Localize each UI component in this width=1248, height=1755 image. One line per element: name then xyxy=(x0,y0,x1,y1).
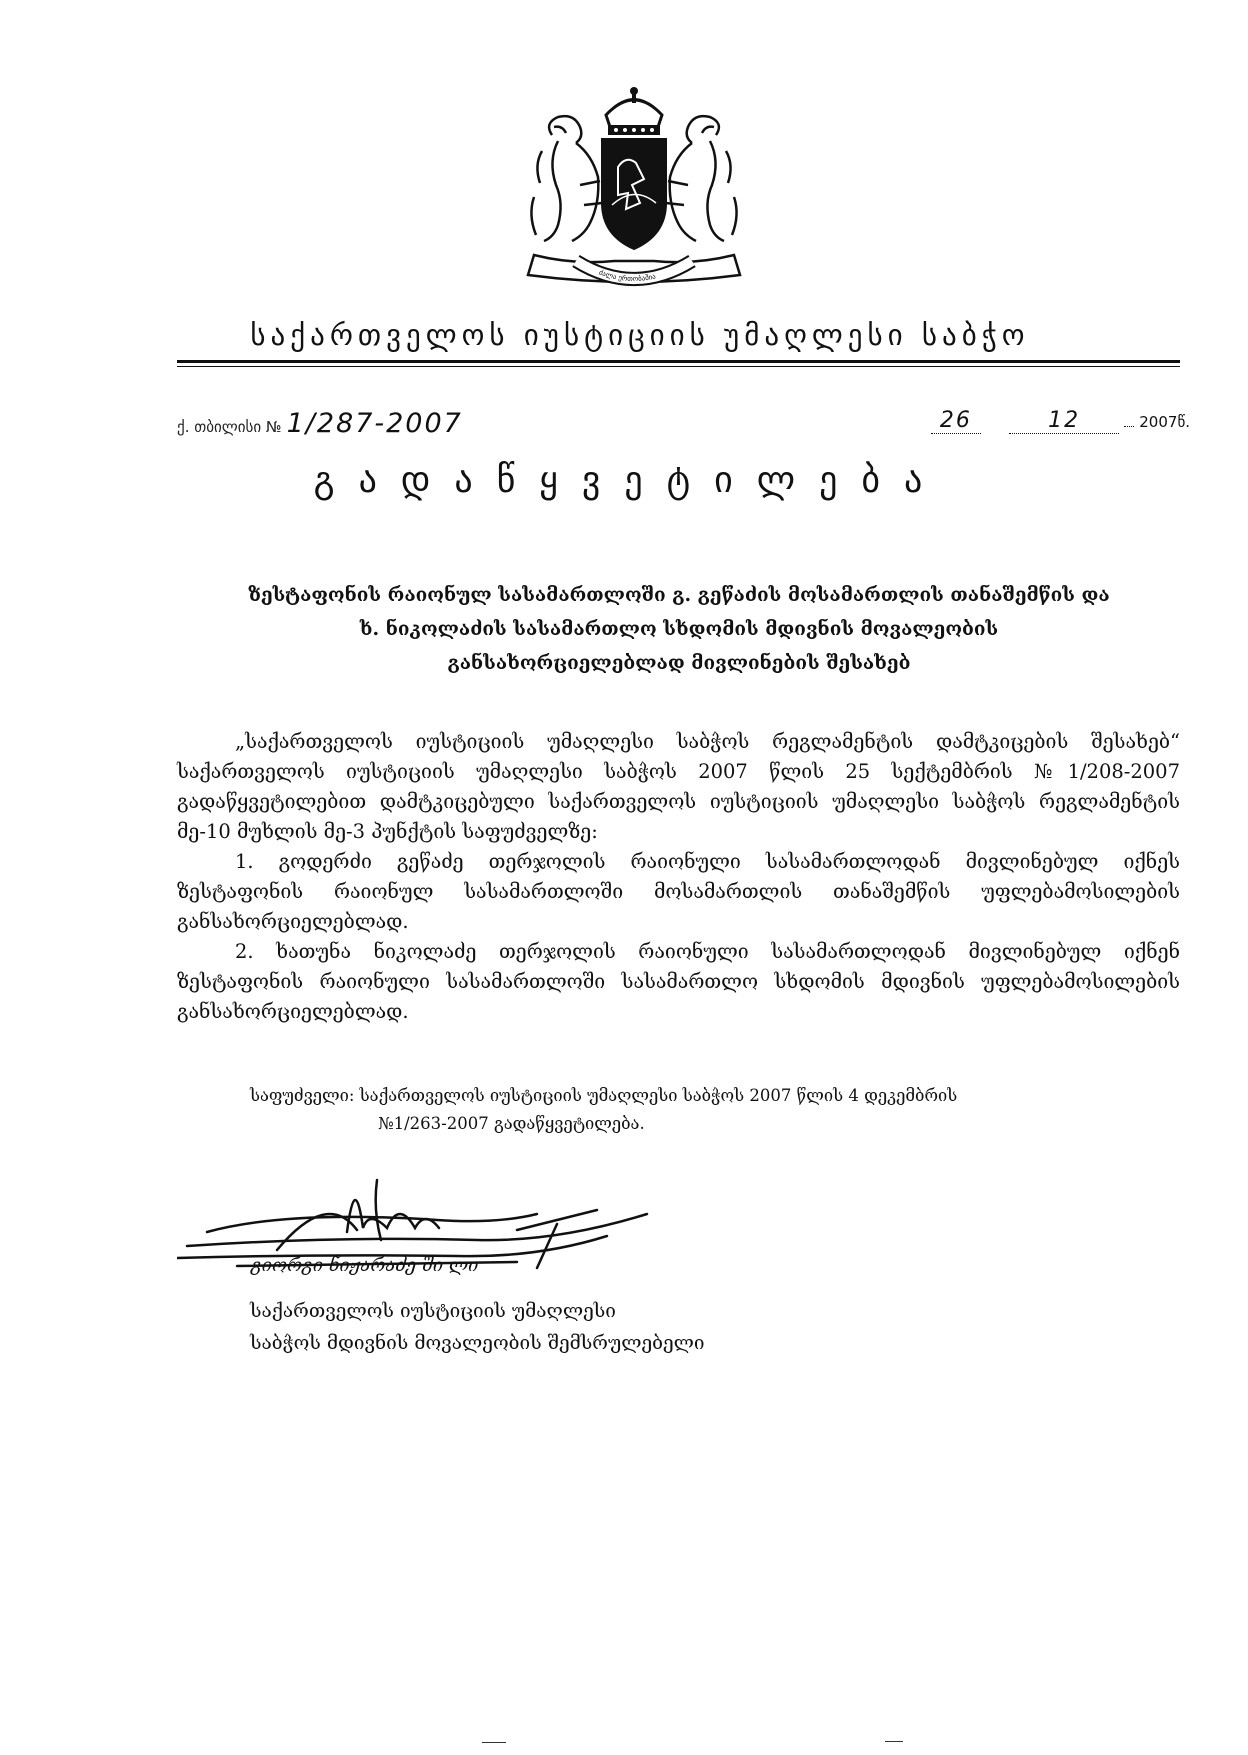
subject-line-2: ხ. ნიკოლაძის სასამართლო სხდომის მდივნის მოვალეობის xyxy=(359,618,999,640)
basis-reference: №1/263-2007 გადაწყვეტილება. xyxy=(378,1114,645,1133)
document-number: 1/287-2007 xyxy=(286,408,463,439)
date-year-suffix: წ. xyxy=(1177,413,1190,431)
header-divider-thin xyxy=(177,366,1180,367)
coat-of-arms-emblem xyxy=(514,85,754,300)
place-label: ქ. თბილისი № xyxy=(177,418,282,436)
body-item-1: 1. გოდერძი გეწაძე თერჯოლის რაიონული სასამართლოდან მივლინებულ იქნეს ზესტაფონის რაიონულ სასამართლოში მოსამართლის თანაშემწის უფლებამოსილების განსახორციელებლად. xyxy=(177,850,1180,933)
right-lion-icon xyxy=(666,116,737,241)
subject-line-1: ზესტაფონის რაიონულ სასამართლოში გ. გეწაძის მოსამართლის თანაშემწის და xyxy=(248,584,1110,606)
decision-body xyxy=(177,727,1180,1027)
document-title: გადაწყვეტილება xyxy=(313,460,947,501)
date-day: 26 xyxy=(931,408,981,434)
decision-subject xyxy=(190,578,1168,680)
date-month: 12 xyxy=(1009,408,1119,434)
subject-line-3: განსახორციელებლად მივლინების შესახებ xyxy=(447,652,911,674)
decision-basis xyxy=(250,1082,1130,1138)
body-item-2: 2. ხათუნა ნიკოლაძე თერჯოლის რაიონული სასამართლოდან მივლინებულ იქნენ ზესტაფონის რაიონული სასამართლოში სასამართლო სხდომის მდივნის უფლებამოსილების განსახორციელებლად. xyxy=(177,940,1180,1023)
emblem-motto: ძალა ერთობაშია xyxy=(597,268,657,284)
signer-position xyxy=(250,1295,705,1359)
document-date-line xyxy=(860,408,1190,448)
basis-label: საფუძველი: საქართველოს იუსტიციის უმაღლესი საბჭოს 2007 წლის 4 დეკემბრის xyxy=(250,1086,958,1105)
left-lion-icon xyxy=(531,116,602,241)
crown-icon xyxy=(606,87,662,135)
document-number-line xyxy=(177,408,657,448)
signer-position-line-2: საბჭოს მდივნის მოვალეობის შემსრულებელი xyxy=(250,1332,705,1354)
organization-name: საქართველოს იუსტიციის უმაღლესი საბჭო xyxy=(250,318,1030,352)
signer-position-line-1: საქართველოს იუსტიციის უმაღლესი xyxy=(250,1300,616,1322)
body-intro: „საქართველოს იუსტიციის უმაღლესი საბჭოს რეგლამენტის დამტკიცების შესახებ“ საქართველოს იუსტიციის უმაღლესი საბჭოს 2007 წლის 25 სექტემბრის №1/208-2007 გადაწყვეტილებით დამტკიცებული საქართველოს იუსტიციის უმაღლესი საბჭოს რეგლამენტის მე-10 მუხლის მე-3 პუნქტის საფუძველზე: xyxy=(177,730,1180,843)
scan-artifact xyxy=(885,1741,903,1742)
signer-name: გიორგი ნიჟარაძე ში ლი xyxy=(251,1255,479,1276)
header-divider-thick xyxy=(177,360,1180,363)
scan-artifact xyxy=(482,1742,506,1743)
date-year: 2007 xyxy=(1139,413,1178,431)
